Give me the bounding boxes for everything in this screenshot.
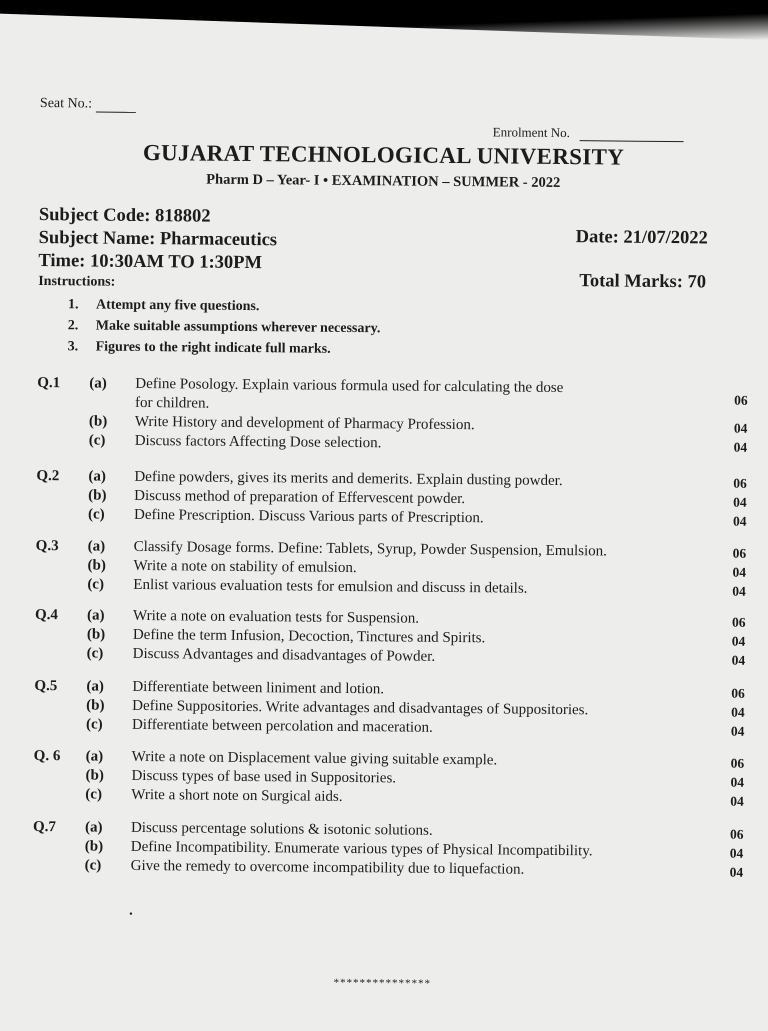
marks: 06: [731, 614, 746, 630]
marks: 04: [730, 774, 745, 790]
marks: 04: [733, 494, 747, 510]
question-2: [36, 467, 752, 531]
question-text: Write History and development of Pharmacy Profession.: [134, 413, 475, 434]
marks: 04: [732, 513, 747, 529]
question-1: [37, 374, 753, 457]
part-label: (b): [86, 626, 106, 643]
enrolment-label: Enrolment No.: [492, 124, 571, 141]
question-4: [35, 606, 751, 670]
university-title: GUJARAT TECHNOLOGICAL UNIVERSITY: [142, 139, 625, 170]
question-number: Q.5: [34, 677, 58, 695]
marks: 04: [729, 864, 744, 880]
question-text: Define powders, gives its merits and demerits. Explain dusting powder.: [134, 468, 563, 490]
part-label: (a): [89, 375, 107, 392]
subject-code: Subject Code: 818802: [38, 204, 211, 227]
question-text: Discuss Advantages and disadvantages of Powder.: [132, 645, 436, 665]
marks: 04: [733, 420, 748, 436]
part-label: (a): [86, 607, 105, 624]
part-label: (c): [85, 786, 103, 803]
question-text: Differentiate between liniment and lotion.: [132, 678, 385, 698]
part-label: (b): [88, 413, 108, 430]
question-text: Discuss percentage solutions & isotonic solutions.: [130, 819, 433, 839]
question-number: Q.1: [37, 374, 61, 392]
instructions-title: Instructions:: [38, 273, 116, 290]
marks: 04: [732, 564, 747, 580]
question-text: Discuss factors Affecting Dose selection.: [134, 432, 382, 452]
marks: 04: [730, 793, 744, 809]
instruction-number: 3.: [67, 339, 79, 355]
part-label: (a): [85, 748, 104, 765]
question-number: Q.4: [34, 606, 59, 624]
question-text: Write a note on evaluation tests for Suspension.: [132, 607, 420, 627]
question-text: Define the term Infusion, Decoction, Tinctures and Spirits.: [132, 626, 486, 647]
question-text: Define Suppositories. Write advantages and disadvantages of Suppositories.: [132, 697, 589, 719]
part-label: (c): [85, 716, 103, 733]
question-text: Write a note on stability of emulsion.: [133, 557, 357, 577]
question-number: Q. 6: [33, 747, 61, 765]
marks: 06: [731, 685, 745, 701]
marks: 04: [729, 845, 744, 861]
question-text: Define Incompatibility. Enumerate various types of Physical Incompatibility.: [130, 838, 593, 860]
question-text: Give the remedy to overcome incompatibility due to liquefaction.: [130, 857, 525, 878]
marks: 04: [732, 583, 746, 599]
instruction-text: Figures to the right indicate full marks.: [95, 339, 331, 357]
question-number: Q.3: [35, 537, 59, 555]
question-text: Discuss method of preparation of Effervescent powder.: [134, 487, 466, 508]
instruction-text: Make suitable assumptions wherever necessary.: [95, 318, 381, 337]
instructions-list: [68, 294, 381, 360]
marks: 04: [730, 723, 745, 739]
question-5: [34, 677, 750, 741]
marks: 04: [731, 704, 745, 720]
part-label: (b): [87, 557, 106, 574]
part-label: (c): [84, 857, 102, 874]
part-label: (c): [88, 432, 106, 449]
question-7: [33, 818, 749, 882]
question-number: Q.7: [32, 818, 57, 836]
question-text: Enlist various evaluation tests for emulsion and discuss in details.: [133, 576, 528, 597]
exam-line: Pharm D – Year- I • EXAMINATION – SUMMER - 2022: [206, 171, 561, 191]
question-text: Discuss types of base used in Suppositories.: [131, 767, 397, 787]
exam-time: Time: 10:30AM TO 1:30PM: [38, 250, 263, 274]
part-label: (c): [87, 506, 105, 523]
marks: 06: [733, 475, 747, 491]
exam-date: Date: 21/07/2022: [575, 227, 708, 249]
question-text: Define Prescription. Discuss Various parts of Prescription.: [133, 506, 484, 527]
seat-number-field: [40, 96, 136, 113]
instruction-text: Attempt any five questions.: [95, 297, 260, 315]
marks: 06: [732, 545, 747, 561]
part-label: (a): [87, 538, 106, 555]
part-label: (a): [86, 678, 104, 695]
marks: 06: [729, 826, 744, 842]
part-label: (c): [87, 576, 105, 593]
instruction-item: [68, 336, 381, 360]
part-label: (a): [88, 468, 106, 485]
question-text: Define Posology. Explain various formula used for calculating the dose: [135, 375, 564, 397]
subject-name: Subject Name: Pharmaceutics: [38, 227, 278, 251]
question-text: Differentiate between percolation and maceration.: [131, 716, 433, 736]
stray-dot: •: [129, 908, 133, 920]
part-label: (b): [86, 697, 105, 714]
total-marks: Total Marks: 70: [579, 271, 707, 293]
seat-label: Seat No.:: [39, 96, 93, 112]
question-number: Q.2: [36, 467, 60, 485]
end-of-paper-stars: ***************: [333, 976, 432, 990]
part-label: (b): [85, 767, 104, 784]
enrolment-number-field: [493, 124, 684, 142]
enrolment-blank: [579, 140, 683, 142]
question-3: [35, 537, 751, 601]
question-6: [33, 747, 749, 811]
marks: 04: [731, 652, 746, 668]
instruction-item: [68, 294, 381, 318]
part-label: (c): [86, 645, 104, 662]
instruction-number: 2.: [67, 318, 79, 334]
part-label: (b): [88, 487, 107, 504]
seat-blank: [95, 112, 135, 113]
marks: 06: [734, 392, 748, 408]
instruction-item: [68, 315, 381, 339]
question-text-continued: for children.: [135, 394, 210, 412]
part-label: (a): [84, 819, 103, 836]
marks: 06: [730, 755, 745, 771]
marks: 04: [731, 633, 746, 649]
question-text: Write a note on Displacement value giving suitable example.: [131, 748, 498, 769]
question-text: Write a short note on Surgical aids.: [131, 786, 343, 805]
part-label: (b): [84, 838, 104, 855]
marks: 04: [733, 439, 748, 455]
question-text: Classify Dosage forms. Define: Tablets, Syrup, Powder Suspension, Emulsion.: [133, 538, 607, 560]
instruction-number: 1.: [67, 297, 79, 313]
